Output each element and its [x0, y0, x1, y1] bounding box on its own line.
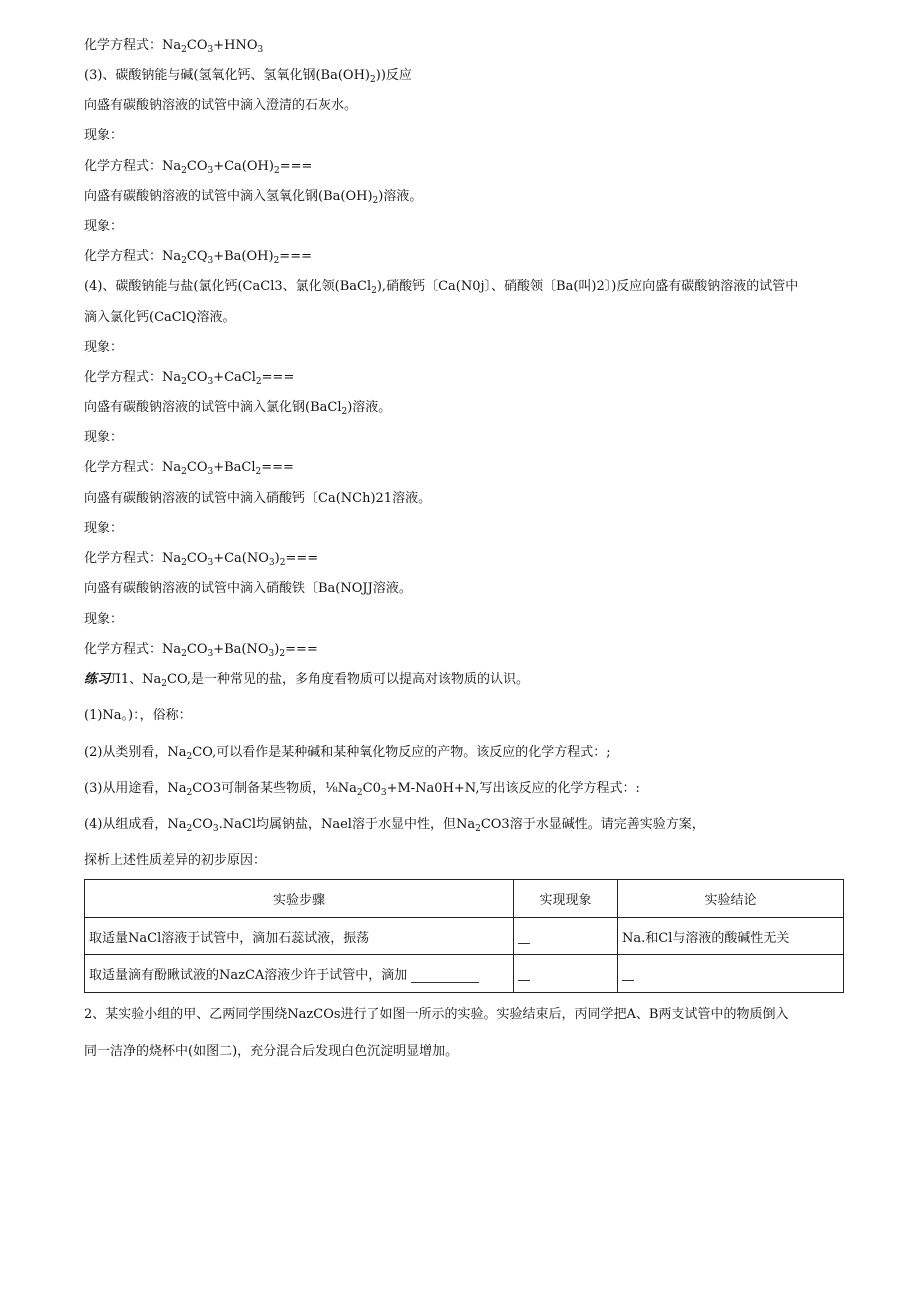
step-cell: 取适量NaCl溶液于试管中，滴加石蕊试液，振荡 [85, 918, 514, 955]
experiment-table [84, 879, 844, 993]
exercise-heading: 练习Л1、$Na_2CO$,是一种常见的盐，多角度看物质可以提高对该物质的认识。 [84, 672, 529, 689]
instruction-line: 向盛有碳酸钠溶液的试管中滴入硝酸钙〔Ca(NCh)21溶液。 [84, 491, 432, 506]
table-row [85, 918, 844, 955]
reagent-blank[interactable] [411, 970, 479, 983]
phenomenon-label: 现象： [84, 521, 124, 536]
header-conclusion: 实验结论 [618, 880, 844, 918]
phenomenon-label: 现象： [84, 128, 124, 143]
instruction-line: 向盛有碳酸钠溶液的试管中滴入硝酸铁〔Ba(NOJJ溶液。 [84, 581, 412, 596]
section-heading: (4)、碳酸钠能与盐(氯化钙(CaCl3、氯化领(BaCl$_2$),硝酸钙〔Ca(N0j〕、硝酸领〔Ba(叫)2〕)反应向盛有碳酸钠溶液的试管中 [84, 279, 799, 296]
conclusion-cell: Na.和Cl与溶液的酸碱性无关 [618, 918, 844, 955]
step-cell: 取适量滴有酚瞅试液的NazCA溶液少许于试管中，滴加 [85, 955, 514, 993]
table-header-row [85, 880, 844, 918]
question-item: 探析上述性质差异的初步原因： [84, 853, 267, 868]
equation-line: 化学方程式：$Na_2CO_3+BaCl_2===$ [84, 460, 294, 477]
header-steps: 实验步骤 [85, 880, 514, 918]
equation-line: 化学方程式：$Na_2CO_3+Ba(NO_3)_2===$ [84, 642, 318, 659]
question-item: (3)从用途看，$Na_2CO3$可制备某些物质，$\frac{1}{8}Na_2C0_3+M-Na0H+N$,写出该反应的化学方程式：: [84, 781, 640, 798]
section-heading: (3)、碳酸钠能与碱(氢氧化钙、氢氧化钢$(Ba(OH)_2)$)反应 [84, 68, 412, 85]
equation-line: 化学方程式：$Na_2CO_3+HNO_3$ [84, 38, 264, 55]
instruction-line: 向盛有碳酸钠溶液的试管中滴入澄清的石灰水。 [84, 98, 358, 113]
equation-line: 化学方程式：$Na_2CO_3+Ca(NO_3)_2===$ [84, 551, 319, 568]
conclusion-blank[interactable] [618, 955, 844, 993]
question-item: (4)从组成看，$Na_2CO_3.NaCl$均属钠盐，Nael溶于水显中性，但$Na_2CO3$溶于水显碱性。请完善实验方案， [84, 817, 705, 834]
table-row [85, 955, 844, 993]
phenomenon-blank[interactable] [514, 955, 618, 993]
phenomenon-label: 现象： [84, 430, 124, 445]
phenomenon-label: 现象： [84, 612, 124, 627]
equation-line: 化学方程式：$Na_2CQ_3+Ba(OH)_2===$ [84, 249, 312, 266]
header-phenomenon: 实现现象 [514, 880, 618, 918]
question-item: (1)Na。)：，俗称： [84, 708, 192, 723]
question-paragraph: 同一洁净的烧杯中(如图二)，充分混合后发现白色沉淀明显增加。 [84, 1044, 459, 1059]
question-paragraph: 2、某实验小组的甲、乙两同学围绕NazCOs进行了如图一所示的实验。实验结束后，丙同学把A、B两支试管中的物质倒入 [84, 1007, 789, 1022]
equation-line: 化学方程式：$Na_2CO_3+Ca(OH)_2===$ [84, 159, 313, 176]
equation-line: 化学方程式：$Na_2CO_3+CaCl_2===$ [84, 370, 295, 387]
phenomenon-label: 现象： [84, 219, 124, 234]
instruction-line: 向盛有碳酸钠溶液的试管中滴入氯化钢(BaCl$_2$)溶液。 [84, 400, 392, 417]
phenomenon-label: 现象： [84, 340, 124, 355]
question-item: (2)从类别看，$Na_2CO$,可以看作是某种碱和某种氧化物反应的产物。该反应的化学方程式：; [84, 745, 611, 762]
instruction-line: 滴入氯化钙(CaClQ溶液。 [84, 310, 236, 325]
phenomenon-blank[interactable] [514, 918, 618, 955]
instruction-line: 向盛有碳酸钠溶液的试管中滴入氢氧化钢$(Ba(OH)_2)$溶液。 [84, 189, 423, 206]
